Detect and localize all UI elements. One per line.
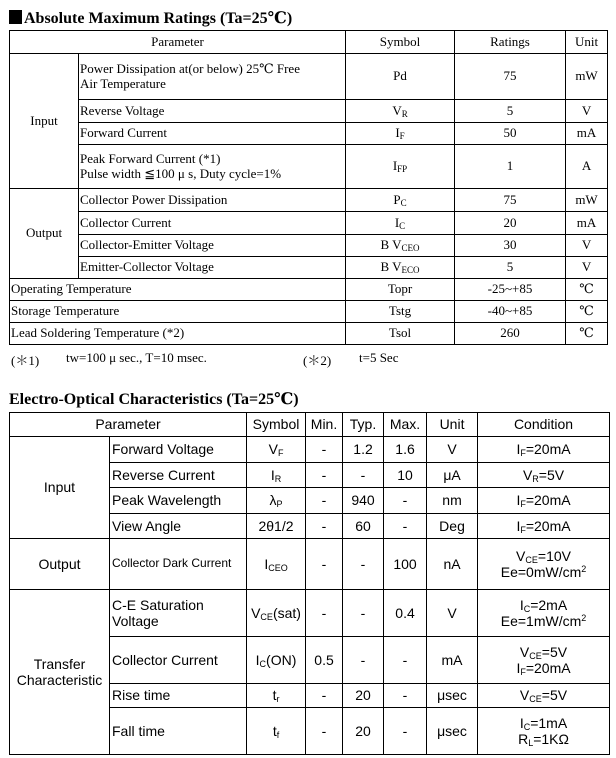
table-row	[10, 189, 608, 212]
param-cell	[110, 590, 247, 637]
symbol-subscript: C	[259, 658, 267, 669]
max-cell: 10	[384, 463, 427, 488]
symbol-suffix: (sat)	[272, 604, 301, 621]
max-cell: 1.6	[384, 437, 427, 463]
unit-cell: V	[566, 235, 608, 257]
condition-subscript: L	[528, 738, 534, 748]
typ-cell: -	[343, 539, 384, 590]
symbol-subscript: F	[399, 131, 405, 142]
condition-cell	[478, 539, 610, 590]
condition-text: I	[516, 441, 521, 458]
unit-cell: ℃	[566, 301, 608, 323]
unit-cell: nm	[427, 488, 478, 514]
symbol-cell	[247, 463, 306, 488]
condition-value: =5V	[541, 687, 568, 704]
condition-text: I	[516, 660, 521, 676]
condition-superscript: 2	[581, 564, 587, 574]
condition-text: I	[519, 714, 524, 731]
min-cell: -	[306, 708, 343, 755]
symbol-cell	[346, 212, 455, 235]
param-cell: Fall time	[110, 708, 247, 755]
table-row	[10, 279, 608, 301]
param-cell: Reverse Current	[110, 463, 247, 488]
unit-cell: V	[566, 257, 608, 279]
abs-max-table	[9, 30, 608, 345]
condition-subscript: CE	[525, 554, 538, 565]
symbol-text: I	[392, 158, 398, 174]
condition-cell	[478, 437, 610, 463]
param-cell: Collector Current	[110, 637, 247, 684]
rating-cell: 75	[455, 54, 566, 100]
header-symbol: Symbol	[346, 31, 455, 54]
rating-cell: -25~+85	[455, 279, 566, 301]
group-input: Input	[10, 54, 79, 189]
symbol-suffix: (ON)	[266, 651, 297, 668]
symbol-text: I	[270, 466, 275, 483]
typ-cell: -	[343, 463, 384, 488]
table-row	[10, 437, 610, 463]
condition-value: =20mA	[525, 441, 571, 458]
symbol-cell: Topr	[346, 279, 455, 301]
black-square-icon	[9, 10, 22, 24]
abs-max-title-text: Absolute Maximum Ratings (Ta=25℃)	[24, 10, 293, 27]
condition-text: R	[518, 731, 529, 747]
group-output: Output	[10, 539, 110, 590]
min-cell: -	[306, 437, 343, 463]
table-row	[10, 301, 608, 323]
electro-optical-table	[9, 412, 610, 755]
symbol-cell	[247, 708, 306, 755]
header-parameter: Parameter	[10, 413, 247, 437]
rating-cell: 1	[455, 145, 566, 189]
condition-value: =2mA	[530, 596, 568, 613]
unit-cell: mW	[566, 189, 608, 212]
min-cell: -	[306, 463, 343, 488]
condition-line	[478, 613, 609, 629]
symbol-cell	[346, 189, 455, 212]
group-output: Output	[10, 189, 79, 279]
symbol-cell	[346, 145, 455, 189]
symbol-subscript: CEO	[268, 562, 288, 573]
param-line: Pulse width ≦100 μ s, Duty cycle=1%	[80, 165, 282, 181]
symbol-cell	[346, 235, 455, 257]
header-unit: Unit	[566, 31, 608, 54]
min-cell: -	[306, 684, 343, 708]
param-cell: Operating Temperature	[10, 279, 346, 301]
rating-cell: 50	[455, 123, 566, 145]
typ-cell: 940	[343, 488, 384, 514]
rating-cell: 260	[455, 323, 566, 345]
footnote-2-mark: (＊2)	[303, 353, 332, 368]
table-header-row	[10, 31, 608, 54]
symbol-text: I	[255, 651, 260, 668]
condition-line	[478, 564, 609, 580]
condition-superscript: 2	[581, 613, 587, 623]
condition-line	[478, 644, 609, 660]
param-cell: Peak Wavelength	[110, 488, 247, 514]
unit-cell: mA	[566, 123, 608, 145]
condition-value: =1mA	[530, 714, 568, 731]
param-line: Voltage	[112, 613, 159, 629]
max-cell: -	[384, 514, 427, 539]
condition-cell	[478, 463, 610, 488]
header-parameter: Parameter	[10, 31, 346, 54]
table-row	[10, 212, 608, 235]
condition-subscript: R	[532, 473, 539, 484]
typ-cell: 1.2	[343, 437, 384, 463]
symbol-subscript: R	[274, 473, 282, 484]
unit-cell: A	[566, 145, 608, 189]
condition-text: Ee=0mW/cm	[500, 564, 582, 580]
header-ratings: Ratings	[455, 31, 566, 54]
condition-subscript: F	[520, 524, 526, 535]
symbol-text: V	[268, 441, 278, 458]
abs-max-title	[9, 8, 292, 28]
condition-value: =20mA	[525, 660, 571, 676]
max-cell: 0.4	[384, 590, 427, 637]
condition-subscript: C	[523, 603, 531, 614]
symbol-text: t	[272, 722, 277, 739]
min-cell: -	[306, 514, 343, 539]
condition-subscript: F	[520, 667, 526, 677]
condition-value: =20mA	[525, 492, 571, 509]
group-label-line: Transfer	[33, 655, 86, 672]
symbol-text: I	[394, 214, 400, 230]
symbol-subscript: CEO	[401, 243, 420, 254]
min-cell: -	[306, 590, 343, 637]
header-condition: Condition	[478, 413, 610, 437]
param-cell: Collector Dark Current	[110, 539, 247, 590]
condition-subscript: C	[523, 721, 531, 732]
symbol-text: V	[392, 102, 402, 118]
symbol-subscript: f	[276, 729, 280, 740]
table-row	[10, 539, 610, 590]
unit-cell: mW	[566, 54, 608, 100]
param-cell: Emitter-Collector Voltage	[79, 257, 346, 279]
condition-subscript: CE	[529, 694, 542, 705]
symbol-cell: Tsol	[346, 323, 455, 345]
table-row	[10, 54, 608, 100]
symbol-cell	[247, 488, 306, 514]
group-input: Input	[10, 437, 110, 539]
max-cell: -	[384, 488, 427, 514]
condition-text: Ee=1mW/cm	[500, 613, 582, 629]
unit-cell: V	[427, 590, 478, 637]
condition-line	[478, 715, 609, 731]
unit-cell: Deg	[427, 514, 478, 539]
param-cell: Reverse Voltage	[79, 100, 346, 123]
table-row	[10, 323, 608, 345]
typ-cell: 60	[343, 514, 384, 539]
condition-line	[478, 660, 609, 676]
max-cell: -	[384, 684, 427, 708]
condition-text: V	[522, 466, 533, 483]
rating-cell: -40~+85	[455, 301, 566, 323]
max-cell: -	[384, 637, 427, 684]
typ-cell: 20	[343, 708, 384, 755]
symbol-cell	[247, 437, 306, 463]
group-label-line: Characteristic	[16, 672, 103, 688]
table-row	[10, 100, 608, 123]
unit-cell: nA	[427, 539, 478, 590]
param-line: C-E Saturation	[112, 596, 204, 613]
symbol-text: P	[393, 191, 401, 207]
param-cell	[79, 54, 346, 100]
condition-cell	[478, 708, 610, 755]
condition-cell	[478, 590, 610, 637]
condition-cell	[478, 514, 610, 539]
table-row	[10, 235, 608, 257]
typ-cell: -	[343, 637, 384, 684]
table-row	[10, 123, 608, 145]
header-typ: Typ.	[343, 413, 384, 437]
footnote-2-text: t=5 Sec	[359, 350, 399, 365]
condition-line	[478, 597, 609, 613]
symbol-cell	[247, 590, 306, 637]
symbol-subscript: r	[276, 694, 280, 705]
symbol-text: λ	[269, 492, 277, 509]
electro-optical-title: Electro-Optical Characteristics (Ta=25℃)	[9, 391, 299, 408]
param-cell: Lead Soldering Temperature (*2)	[10, 323, 346, 345]
condition-cell	[478, 488, 610, 514]
unit-cell: μA	[427, 463, 478, 488]
param-cell: Rise time	[110, 684, 247, 708]
condition-subscript: F	[520, 499, 526, 510]
symbol-subscript: F	[277, 448, 284, 459]
unit-cell: mA	[566, 212, 608, 235]
header-unit: Unit	[427, 413, 478, 437]
rating-cell: 30	[455, 235, 566, 257]
unit-cell: μsec	[427, 684, 478, 708]
symbol-cell	[247, 684, 306, 708]
symbol-cell: Tstg	[346, 301, 455, 323]
table-header-row	[10, 413, 610, 437]
param-cell: Collector Power Dissipation	[79, 189, 346, 212]
condition-text: V	[519, 643, 530, 660]
condition-cell	[478, 684, 610, 708]
unit-cell: V	[566, 100, 608, 123]
symbol-text: V	[251, 604, 261, 621]
symbol-subscript: FP	[397, 164, 408, 175]
footnote-1-mark: (＊1)	[11, 353, 40, 368]
unit-cell: mA	[427, 637, 478, 684]
condition-text: I	[516, 492, 521, 509]
condition-value: =1KΩ	[533, 731, 569, 747]
symbol-cell: Pd	[346, 54, 455, 100]
condition-value: =20mA	[525, 517, 571, 534]
symbol-cell	[346, 100, 455, 123]
param-line: Peak Forward Current (*1)	[80, 150, 221, 166]
symbol-cell	[346, 257, 455, 279]
header-min: Min.	[306, 413, 343, 437]
rating-cell: 75	[455, 189, 566, 212]
unit-cell: μsec	[427, 708, 478, 755]
condition-value: =10V	[537, 547, 571, 564]
unit-cell: ℃	[566, 323, 608, 345]
param-line: Power Dissipation at(or below) 25℃ Free	[80, 60, 300, 76]
symbol-text: I	[264, 555, 269, 572]
condition-text: I	[519, 596, 524, 613]
param-cell: Forward Voltage	[110, 437, 247, 463]
condition-value: =5V	[541, 643, 568, 660]
symbol-text: B V	[380, 259, 402, 275]
param-cell: Forward Current	[79, 123, 346, 145]
symbol-subscript: R	[401, 108, 408, 119]
symbol-cell	[346, 123, 455, 145]
header-symbol: Symbol	[247, 413, 306, 437]
symbol-subscript: C	[399, 220, 406, 231]
condition-line	[478, 731, 609, 747]
table-row	[10, 257, 608, 279]
condition-subscript: F	[520, 448, 526, 459]
symbol-text: I	[395, 125, 400, 141]
rating-cell: 5	[455, 257, 566, 279]
typ-cell: 20	[343, 684, 384, 708]
min-cell: -	[306, 488, 343, 514]
symbol-cell	[247, 637, 306, 684]
condition-text: I	[516, 517, 521, 534]
symbol-subscript: C	[400, 197, 407, 208]
condition-line	[478, 548, 609, 564]
rating-cell: 20	[455, 212, 566, 235]
rating-cell: 5	[455, 100, 566, 123]
param-cell: Collector-Emitter Voltage	[79, 235, 346, 257]
header-max: Max.	[384, 413, 427, 437]
symbol-subscript: P	[276, 499, 283, 510]
symbol-text: B V	[380, 237, 402, 253]
param-cell: View Angle	[110, 514, 247, 539]
param-cell: Storage Temperature	[10, 301, 346, 323]
param-cell	[79, 145, 346, 189]
condition-cell	[478, 637, 610, 684]
condition-value: =5V	[538, 466, 565, 483]
unit-cell: V	[427, 437, 478, 463]
group-transfer	[10, 590, 110, 755]
symbol-subscript: CE	[260, 611, 273, 622]
max-cell: -	[384, 708, 427, 755]
condition-text: V	[516, 547, 526, 564]
table-row	[10, 590, 610, 637]
symbol-cell	[247, 539, 306, 590]
symbol-cell: 2θ1/2	[247, 514, 306, 539]
symbol-subscript: ECO	[401, 265, 420, 276]
table-row	[10, 145, 608, 189]
min-cell: -	[306, 539, 343, 590]
symbol-text: t	[272, 687, 277, 704]
typ-cell: -	[343, 590, 384, 637]
param-line: Air Temperature	[80, 75, 166, 91]
condition-subscript: CE	[529, 650, 542, 661]
footnote-1-text: tw=100 μ sec., T=10 msec.	[66, 350, 207, 365]
unit-cell: ℃	[566, 279, 608, 301]
max-cell: 100	[384, 539, 427, 590]
min-cell: 0.5	[306, 637, 343, 684]
condition-text: V	[519, 687, 530, 704]
param-cell: Collector Current	[79, 212, 346, 235]
